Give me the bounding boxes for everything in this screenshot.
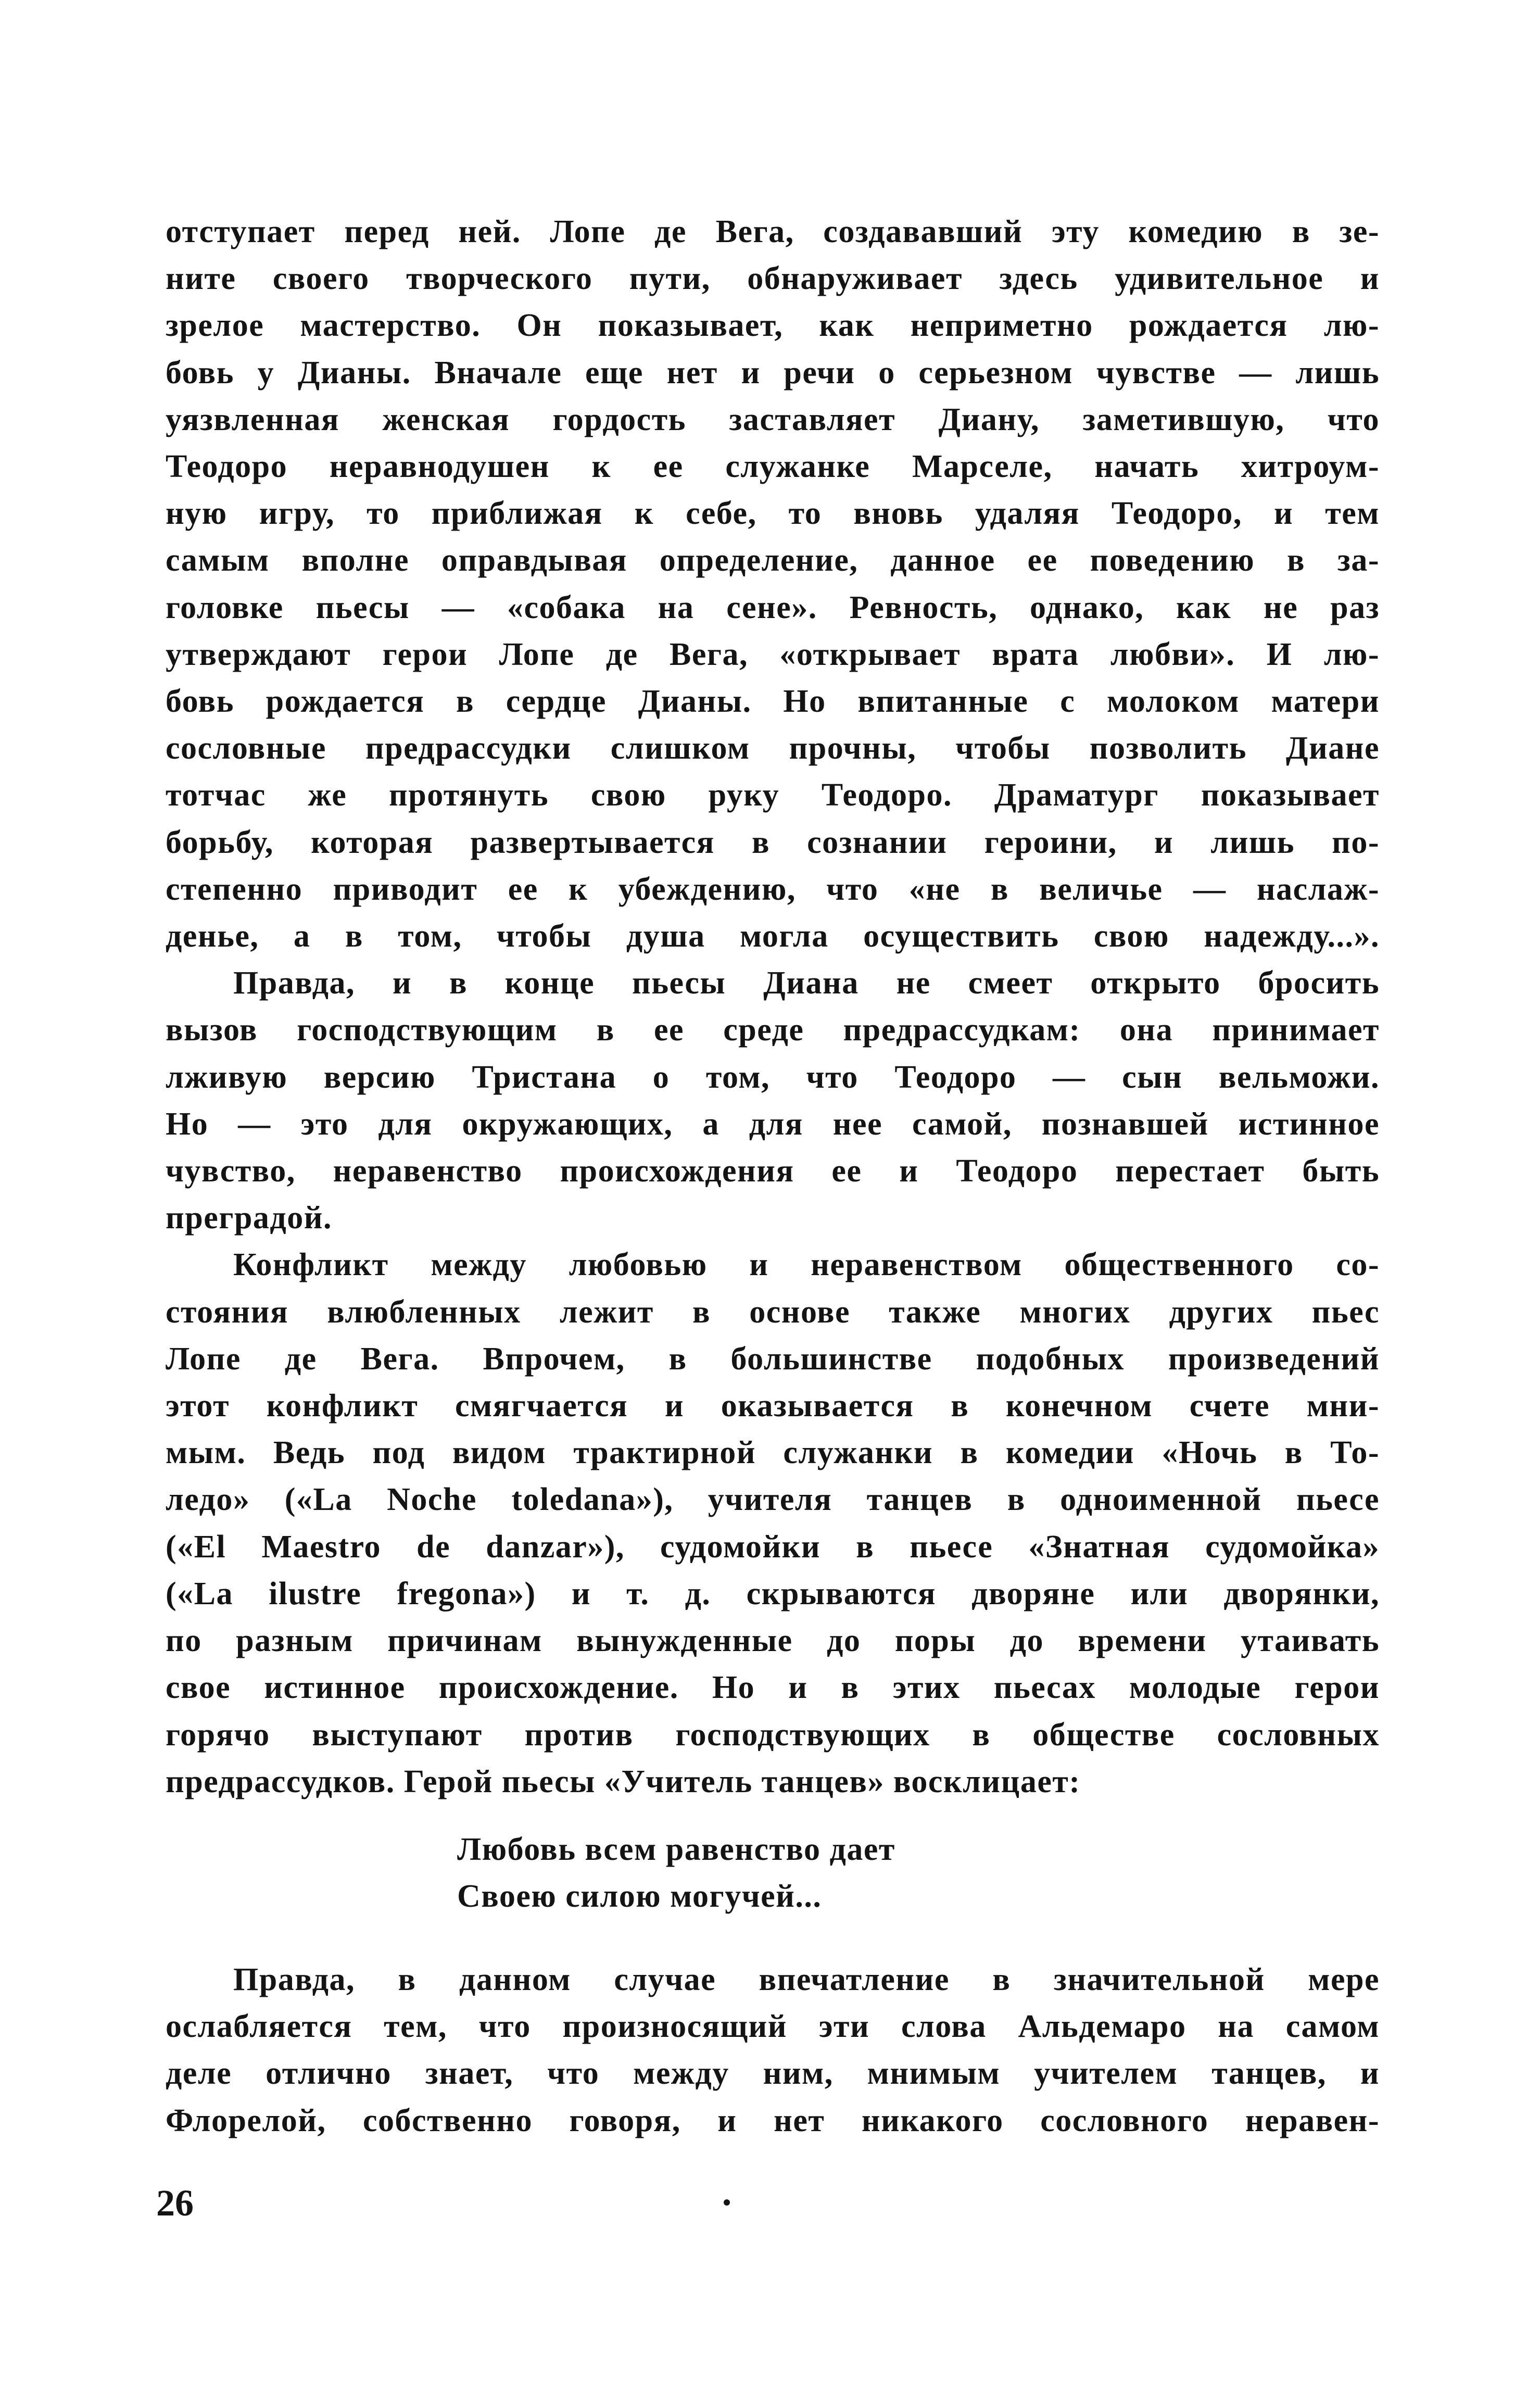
text-line: самым вполне оправдывая определение, данное ее поведению в за- bbox=[166, 543, 1380, 578]
paragraph-1 bbox=[166, 208, 1380, 960]
text-line: горячо выступают против господствующих в обществе сословных bbox=[166, 1717, 1380, 1753]
text-line: утверждают герои Лопе де Вега, «открывает врата любви». И лю- bbox=[166, 636, 1380, 672]
text-line: Теодоро неравнодушен к ее служанке Марселе, начать хитроум- bbox=[166, 449, 1380, 485]
text-line: чувство, неравенство происхождения ее и Теодоро перестает быть bbox=[166, 1153, 1380, 1189]
text-line: свое истинное происхождение. Но и в этих пьесах молодые герои bbox=[166, 1670, 1380, 1706]
text-line: тотчас же протянуть свою руку Теодоро. Драматург показывает bbox=[166, 777, 1380, 813]
text-line: зрелое мастерство. Он показывает, как неприметно рождается лю- bbox=[166, 308, 1380, 344]
text-line: («El Maestro de danzar»), судомойки в пьесе «Знатная судомойка» bbox=[166, 1529, 1380, 1565]
verse-line: Своею силою могучей... bbox=[457, 1878, 822, 1914]
text-line: Правда, в данном случае впечатление в значительной мере bbox=[233, 1961, 1380, 1997]
text-line: бовь у Дианы. Вначале еще нет и речи о серьезном чувстве — лишь bbox=[166, 355, 1380, 391]
text-line: («La ilustre fregona») и т. д. скрываются дворяне или дворянки, bbox=[166, 1576, 1380, 1611]
text-line: ледо» («La Noche toledana»), учителя танцев в одноименной пьесе bbox=[166, 1482, 1380, 1518]
paragraph-2 bbox=[166, 960, 1380, 1241]
text-line: лживую версию Тристана о том, что Теодоро — сын вельможи. bbox=[166, 1059, 1380, 1095]
page-number: 26 bbox=[156, 2182, 194, 2224]
text-line: Правда, и в конце пьесы Диана не смеет открыто бросить bbox=[233, 965, 1380, 1001]
text-line: Лопе де Вега. Впрочем, в большинстве подобных произведений bbox=[166, 1341, 1380, 1377]
text-line: предрассудков. Герой пьесы «Учитель танцев» восклицает: bbox=[166, 1764, 1081, 1799]
verse-quote bbox=[166, 1826, 1380, 1920]
text-line: Но — это для окружающих, а для нее самой, познавшей истинное bbox=[166, 1106, 1380, 1142]
text-line: ните своего творческого пути, обнаруживает здесь удивительное и bbox=[166, 261, 1380, 297]
text-line: вызов господствующим в ее среде предрассудкам: она принимает bbox=[166, 1012, 1380, 1048]
text-line: головке пьесы — «собака на сене». Ревность, однако, как не раз bbox=[166, 589, 1380, 625]
page-body bbox=[166, 208, 1380, 2144]
printer-dot-mark bbox=[724, 2199, 730, 2206]
text-line: по разным причинам вынужденные до поры до времени утаивать bbox=[166, 1623, 1380, 1659]
text-line: этот конфликт смягчается и оказывается в конечном счете мни- bbox=[166, 1388, 1380, 1424]
text-line: ную игру, то приближая к себе, то вновь удаляя Теодоро, и тем bbox=[166, 496, 1380, 532]
text-line: преградой. bbox=[166, 1200, 332, 1236]
text-line: степенно приводит ее к убеждению, что «не в величье — наслаж- bbox=[166, 871, 1380, 907]
text-line: стояния влюбленных лежит в основе также многих других пьес bbox=[166, 1294, 1380, 1330]
verse-line: Любовь всем равенство дает bbox=[457, 1831, 895, 1867]
text-line: деле отлично знает, что между ним, мнимым учителем танцев, и bbox=[166, 2056, 1380, 2092]
text-line: отступает перед ней. Лопе де Вега, создававший эту комедию в зе- bbox=[166, 214, 1380, 249]
text-line: уязвленная женская гордость заставляет Диану, заметившую, что bbox=[166, 401, 1380, 437]
paragraph-4 bbox=[166, 1956, 1380, 2144]
text-line: бовь рождается в сердце Дианы. Но впитанные с молоком матери bbox=[166, 684, 1380, 720]
paragraph-3 bbox=[166, 1241, 1380, 1805]
text-line: мым. Ведь под видом трактирной служанки в комедии «Ночь в То- bbox=[166, 1435, 1380, 1471]
text-line: сословные предрассудки слишком прочны, чтобы позволить Диане bbox=[166, 731, 1380, 766]
text-line: денье, а в том, чтобы душа могла осуществить свою надежду...». bbox=[166, 918, 1380, 954]
text-line: борьбу, которая развертывается в сознании героини, и лишь по- bbox=[166, 824, 1380, 860]
text-line: Конфликт между любовью и неравенством общественного со- bbox=[233, 1247, 1380, 1283]
text-line: ослабляется тем, что произносящий эти слова Альдемаро на самом bbox=[166, 2009, 1380, 2045]
text-line: Флорелой, собственно говоря, и нет никакого сословного нерaвен- bbox=[166, 2102, 1380, 2138]
